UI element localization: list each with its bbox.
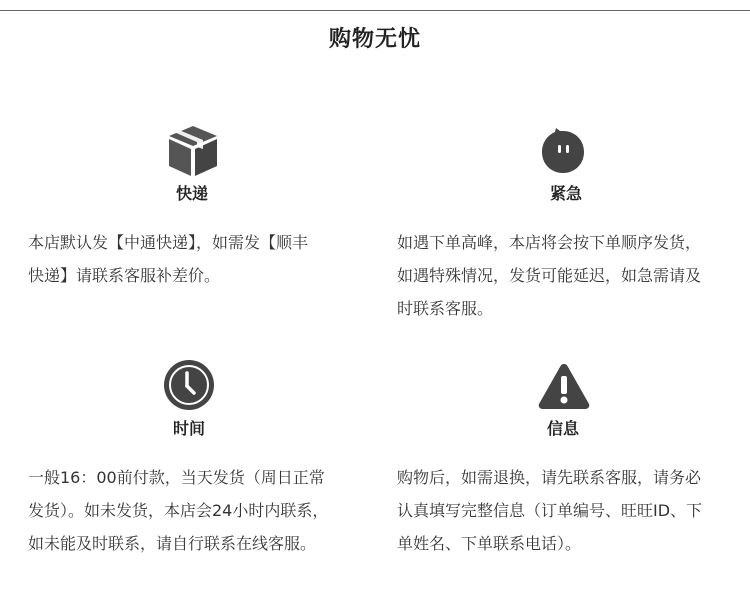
chat-bubble-icon [539,128,587,176]
time-line: 发货）。如未发货，本店会24小时内联系， [28,501,329,520]
delivery-line: 本店默认发【中通快递】，如需发【顺丰 [28,233,309,252]
warning-icon [537,362,591,410]
urgent-line: 如遇特殊情况，发货可能延迟，如急需请及 [397,266,702,285]
clock-icon [163,359,215,411]
urgent-heading: 紧急 [549,184,582,203]
package-box-icon [165,122,221,178]
urgent-description [397,226,701,325]
delivery-line: 快递】请联系客服补差价。 [28,266,221,285]
time-line: 如未能及时联系，请自行联系在线客服。 [28,534,317,553]
urgent-line: 时联系客服。 [397,299,494,318]
info-line: 认真填写完整信息（订单编号、旺旺ID、下 [397,501,703,520]
time-description [28,461,328,560]
info-line: 购物后，如需退换，请先联系客服，请务必 [397,468,702,487]
page-title: 购物无忧 [328,27,421,52]
time-line: 一般16：00前付款，当天发货（周日正常 [28,468,325,487]
info-line: 单姓名、下单联系电话）。 [397,534,582,553]
top-divider [0,10,750,11]
urgent-line: 如遇下单高峰，本店将会按下单顺序发货， [397,233,702,252]
info-heading: 信息 [546,419,579,438]
info-description [397,461,702,560]
delivery-description [28,226,308,292]
time-heading: 时间 [172,419,205,438]
delivery-heading: 快递 [175,184,208,203]
